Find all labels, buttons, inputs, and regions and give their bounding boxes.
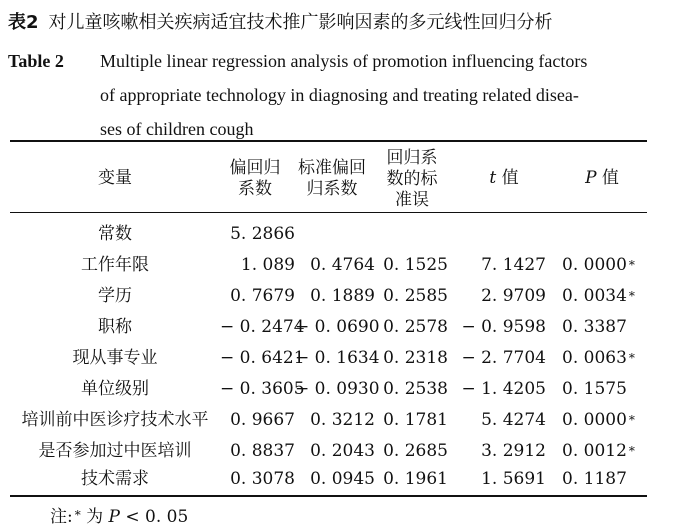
row-p-value: 0. 0063 * (562, 343, 647, 374)
row-std-coefficient: 0. 1889 (310, 286, 375, 306)
row-variable: 是否参加过中医培训 (38, 441, 192, 461)
row-std-error: 0. 2685 (383, 441, 448, 461)
row-t-value: 7. 1427 (481, 255, 546, 275)
row-std-error: 0. 1961 (383, 469, 448, 489)
header-variable: 变量 (98, 168, 132, 188)
caption-en (8, 44, 668, 146)
header-p-value: P 值 (585, 168, 619, 188)
table-row (10, 343, 647, 374)
row-coefficient: − 0. 6421 (220, 348, 305, 368)
table-row (10, 405, 647, 436)
header-rule (10, 212, 647, 213)
row-t-value: 1. 5691 (481, 469, 546, 489)
row-p-value: 0. 1575 (562, 379, 627, 399)
row-variable: 工作年限 (81, 255, 149, 275)
row-p-value: 0. 0012 * (562, 436, 647, 467)
row-variable: 职称 (98, 317, 132, 337)
table-row (10, 281, 647, 312)
row-variable: 常数 (98, 224, 132, 244)
row-p-value: 0. 0034 * (562, 281, 647, 312)
header-std-coefficient: 标准偏回 归系数 (298, 158, 366, 199)
table-row (10, 436, 647, 467)
significance-mark: * (628, 258, 635, 272)
significance-mark: * (628, 413, 635, 427)
header-t-value: t 值 (489, 168, 519, 188)
row-std-coefficient: 0. 2043 (310, 441, 375, 461)
row-p-value: 0. 0000 * (562, 405, 647, 436)
row-t-value: 5. 4274 (481, 410, 546, 430)
table-row (10, 219, 647, 250)
row-variable: 单位级别 (81, 379, 149, 399)
row-std-error: 0. 2585 (383, 286, 448, 306)
table-footnote: 注: * 为 P < 0. 05 (50, 507, 189, 527)
table-row (10, 464, 647, 495)
row-std-error: 0. 2578 (383, 317, 448, 337)
row-std-coefficient: 0. 3212 (310, 410, 375, 430)
row-coefficient: 0. 7679 (230, 286, 295, 306)
row-std-coefficient: − 0. 1634 (295, 348, 380, 368)
row-coefficient: − 0. 3605 (220, 379, 305, 399)
top-rule (10, 140, 647, 142)
row-variable: 培训前中医诊疗技术水平 (21, 410, 209, 430)
row-std-error: 0. 1525 (383, 255, 448, 275)
row-std-error: 0. 1781 (383, 410, 448, 430)
row-p-value: 0. 1187 (562, 469, 627, 489)
row-coefficient: 0. 3078 (230, 469, 295, 489)
row-t-value: − 1. 4205 (461, 379, 546, 399)
table-row (10, 374, 647, 405)
row-t-value: 3. 2912 (481, 441, 546, 461)
row-p-value: 0. 0000 * (562, 250, 647, 281)
row-coefficient: 0. 8837 (230, 441, 295, 461)
row-coefficient: 5. 2866 (230, 224, 295, 244)
table-title-cn: 对儿童咳嗽相关疾病适宜技术推广影响因素的多元线性回归分析 (48, 12, 553, 33)
row-variable: 现从事专业 (72, 348, 158, 368)
row-std-coefficient: 0. 0945 (310, 469, 375, 489)
table-title-en-line1: Multiple linear regression analysis of promotion influencing factors (100, 51, 588, 71)
header-coefficient: 偏回归 系数 (229, 158, 281, 199)
row-t-value: − 0. 9598 (461, 317, 546, 337)
row-t-value: − 2. 7704 (461, 348, 546, 368)
table-row (10, 250, 647, 281)
significance-mark: * (628, 289, 635, 303)
significance-mark: * (628, 444, 635, 458)
header-std-error: 回归系 数的标 准误 (386, 148, 438, 210)
table-row (10, 312, 647, 343)
table-label-en: Table 2 (8, 51, 64, 71)
row-coefficient: − 0. 2474 (220, 317, 305, 337)
table-title-en-line2: of appropriate technology in diagnosing and treating related disea- (100, 85, 579, 105)
row-p-value: 0. 3387 (562, 317, 627, 337)
row-coefficient: 0. 9667 (230, 410, 295, 430)
row-variable: 学历 (98, 286, 132, 306)
row-std-coefficient: − 0. 0930 (295, 379, 380, 399)
row-std-error: 0. 2318 (383, 348, 448, 368)
row-std-coefficient: 0. 4764 (310, 255, 375, 275)
row-t-value: 2. 9709 (481, 286, 546, 306)
significance-mark: * (628, 351, 635, 365)
row-coefficient: 1. 089 (240, 255, 295, 275)
row-std-coefficient: − 0. 0690 (295, 317, 380, 337)
row-variable: 技术需求 (81, 469, 149, 489)
table-title-en-line3: ses of children cough (100, 119, 254, 139)
table-label-cn: 表2 (8, 12, 39, 33)
row-std-error: 0. 2538 (383, 379, 448, 399)
bottom-rule (10, 495, 647, 497)
caption-cn (8, 8, 553, 34)
